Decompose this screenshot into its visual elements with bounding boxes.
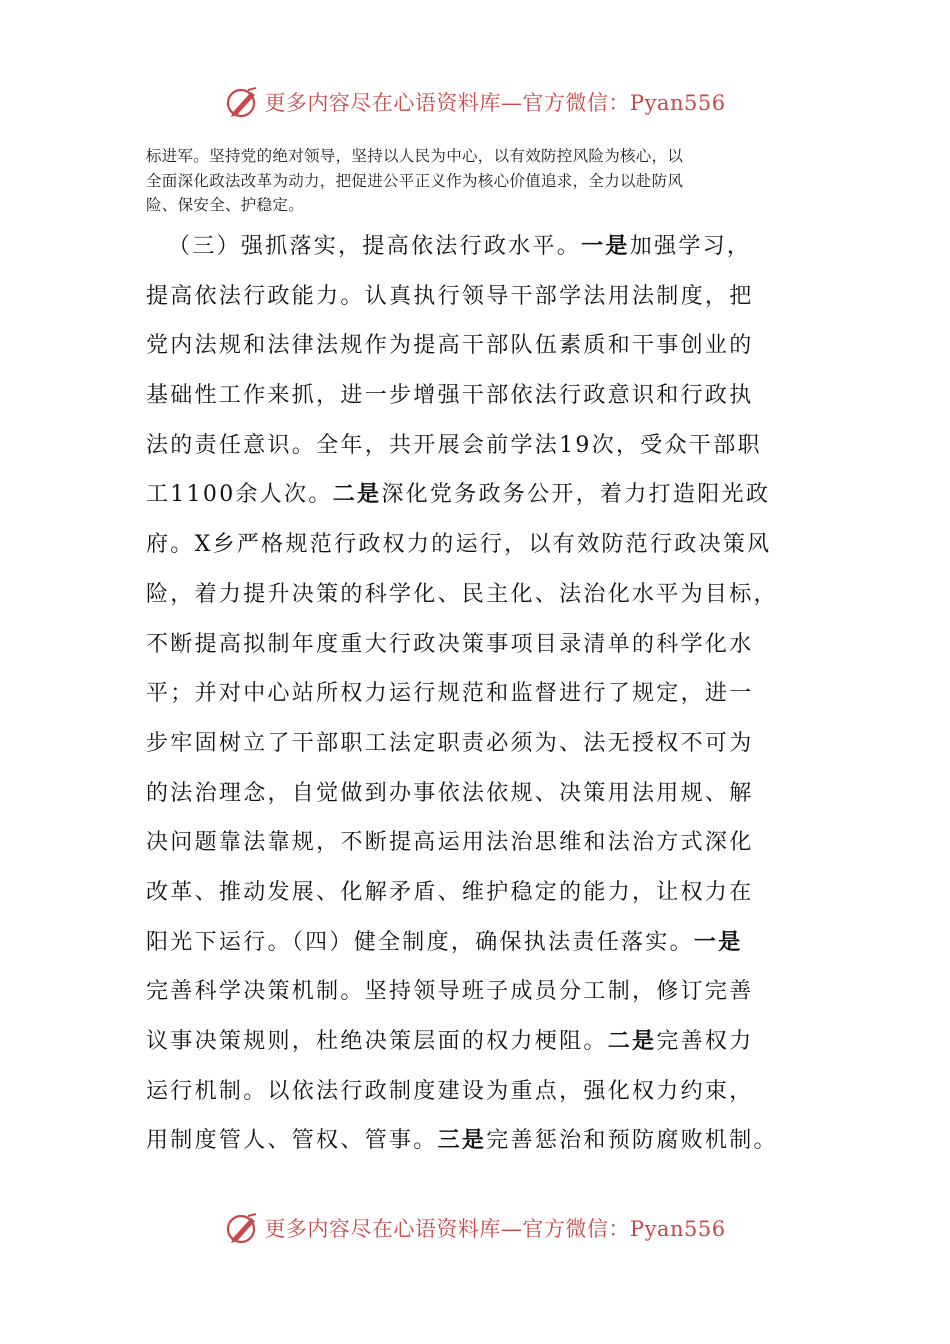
text-segment: 基础性工作来抓，进一步增强干部依法行政意识和行政执: [146, 383, 754, 409]
watermark-text: 更多内容尽在心语资料库—官方微信：Pyan556: [264, 91, 726, 115]
text-segment: 运行机制。以依法行政制度建设为重点，强化权力约束，: [146, 1078, 754, 1104]
bold-keyword: 二是: [332, 482, 382, 508]
text-segment: 的法治理念，自觉做到办事依法依规、决策用法用规、解: [146, 780, 754, 806]
text-segment: 不断提高拟制年度重大行政决策事项目录清单的科学化水: [146, 631, 754, 657]
body-line: [146, 272, 826, 322]
text-segment: 提高依法行政能力。认真执行领导干部学法用法制度，把: [146, 283, 754, 309]
intro-line: 险、保安全、护稳定。: [146, 196, 305, 214]
watermark-banner-top: [0, 82, 950, 122]
text-segment: 议事决策规则，杜绝决策层面的权力梗阻。: [146, 1029, 608, 1054]
body-line: [146, 719, 826, 769]
main-body-text: [146, 222, 826, 1166]
body-line: [146, 222, 826, 272]
text-segment: 法的责任意识。全年，共开展会前学法19次，受众干部职: [146, 432, 762, 458]
watermark-text: 更多内容尽在心语资料库—官方微信：Pyan556: [264, 1217, 726, 1241]
text-segment: 平；并对中心站所权力运行规范和监督进行了规定，进一: [146, 681, 754, 707]
intro-line: 标进军。坚持党的绝对领导，坚持以人民为中心，以有效防控风险为核心，以: [146, 147, 684, 165]
text-segment: 完善惩治和预防腐败机制。: [486, 1128, 778, 1154]
body-line: [146, 918, 826, 968]
bold-keyword: 一是: [581, 234, 630, 259]
text-segment: 工1100余人次。: [146, 482, 333, 508]
text-segment: 党内法规和法律法规作为提高干部队伍素质和干事创业的: [146, 333, 754, 359]
text-segment: 用制度管人、管权、管事。: [146, 1128, 438, 1154]
text-segment: 完善科学决策机制。坚持领导班子成员分工制，修订完善: [146, 979, 754, 1005]
body-line: [146, 371, 826, 421]
text-segment: 深化党务政务公开，着力打造阳光政: [381, 482, 771, 508]
text-segment: 决问题靠法靠规，不断提高运用法治思维和法治方式深化: [146, 830, 754, 856]
body-line: [146, 769, 826, 819]
body-line: [146, 1067, 826, 1117]
bold-keyword: 一是: [693, 929, 743, 955]
body-line: [146, 570, 826, 620]
body-line: [146, 669, 826, 719]
body-line: [146, 1017, 826, 1067]
intro-line: 全面深化政法改革为动力，把促进公平正义作为核心价值追求，全力以赴防风: [146, 171, 684, 190]
bold-keyword: 二是: [607, 1029, 657, 1054]
body-line: [146, 520, 826, 570]
body-line: [146, 1116, 826, 1166]
pen-logo-icon: [224, 84, 260, 120]
text-segment: 加强学习，: [629, 234, 752, 259]
body-line: [146, 470, 826, 520]
body-line: [146, 620, 826, 670]
text-segment: 完善权力: [656, 1029, 754, 1054]
body-line: [146, 421, 826, 471]
body-line: [146, 967, 826, 1017]
pen-logo-icon: [224, 1210, 260, 1246]
body-line: [146, 818, 826, 868]
text-segment: 险，着力提升决策的科学化、民主化、法治化水平为目标，: [146, 581, 778, 607]
body-line: [146, 321, 826, 371]
watermark-banner-bottom: [0, 1208, 950, 1248]
body-line: [146, 868, 826, 918]
text-segment: 步牢固树立了干部职工法定职责必须为、法无授权不可为: [146, 730, 754, 756]
text-segment: 府。X乡严格规范行政权力的运行，以有效防范行政决策风: [146, 532, 772, 558]
bold-keyword: 三是: [437, 1128, 487, 1154]
text-segment: （三）强抓落实，提高依法行政水平。: [168, 234, 582, 259]
text-segment: 改革、推动发展、化解矛盾、维护稳定的能力，让权力在: [146, 879, 754, 905]
intro-paragraph: [146, 144, 806, 218]
text-segment: 阳光下运行。（四）健全制度，确保执法责任落实。: [146, 929, 694, 955]
